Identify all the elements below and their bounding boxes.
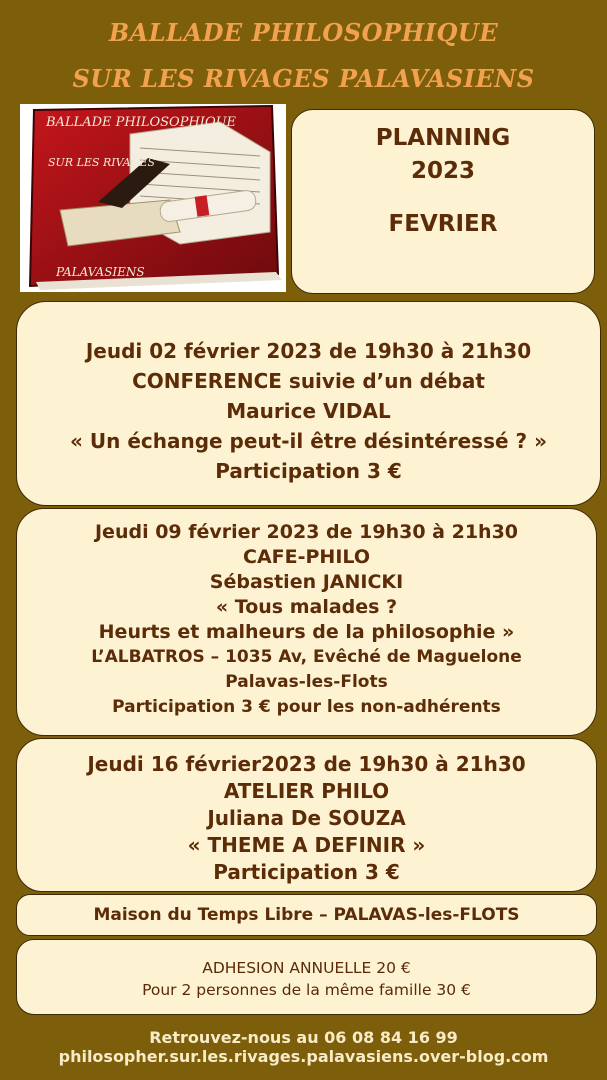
event-type: CAFE-PHILO (243, 546, 370, 568)
cover-title-bottom: PALAVASIENS (56, 265, 145, 279)
event-speaker: Sébastien JANICKI (209, 571, 404, 593)
event-speaker: Maurice VIDAL (226, 399, 391, 423)
footer-phone: Retrouvez-nous au 06 08 84 16 99 (149, 1028, 458, 1047)
cover-title-top: BALLADE PHILOSOPHIQUE (46, 115, 237, 130)
event-date: Jeudi 02 février 2023 de 19h30 à 21h30 (85, 339, 532, 363)
venue-banner (16, 894, 597, 936)
header-title-line1: BALLADE PHILOSOPHIQUE (108, 18, 499, 47)
event-topic: « Un échange peut-il être désintéressé ? » (70, 429, 547, 453)
planning-label: PLANNING (375, 125, 511, 151)
event-price: Participation 3 € (213, 860, 400, 884)
membership-family: Pour 2 personnes de la même famille 30 € (142, 981, 471, 999)
event-price: Participation 3 € pour les non-adhérents (112, 697, 501, 717)
event-topic: « THEME A DEFINIR » (187, 833, 426, 857)
book-illustration (20, 104, 286, 292)
event-topic-line1: « Tous malades ? (215, 596, 398, 618)
event-date: Jeudi 09 février 2023 de 19h30 à 21h30 (94, 521, 519, 543)
event-topic-line2: Heurts et malheurs de la philosophie » (98, 621, 515, 643)
header-title-line2: SUR LES RIVAGES PALAVASIENS (72, 64, 535, 93)
book-cover-image (20, 104, 286, 292)
footer-url[interactable]: philosopher.sur.les.rivages.palavasiens.over-blog.com (58, 1047, 549, 1066)
planning-year: 2023 (410, 158, 475, 184)
event-speaker: Juliana De SOUZA (207, 806, 406, 830)
planning-panel (291, 109, 595, 294)
event-card-2 (16, 508, 597, 736)
membership-annual: ADHESION ANNUELLE 20 € (202, 959, 411, 977)
event-type: ATELIER PHILO (223, 779, 390, 803)
event-venue-line2: Palavas-les-Flots (225, 672, 388, 692)
event-venue-line1: L’ALBATROS – 1035 Av, Evêché de Maguelone (91, 647, 522, 667)
membership-panel (16, 939, 597, 1015)
venue-text: Maison du Temps Libre – PALAVAS-les-FLOTS (93, 905, 520, 925)
event-type: CONFERENCE suivie d’un débat (132, 369, 485, 393)
event-date: Jeudi 16 février2023 de 19h30 à 21h30 (87, 752, 526, 776)
cover-title-mid: SUR LES RIVAGES (48, 156, 156, 169)
planning-month: FEVRIER (388, 211, 498, 237)
event-card-1 (16, 301, 601, 506)
event-price: Participation 3 € (215, 459, 402, 483)
event-card-3 (16, 738, 597, 892)
